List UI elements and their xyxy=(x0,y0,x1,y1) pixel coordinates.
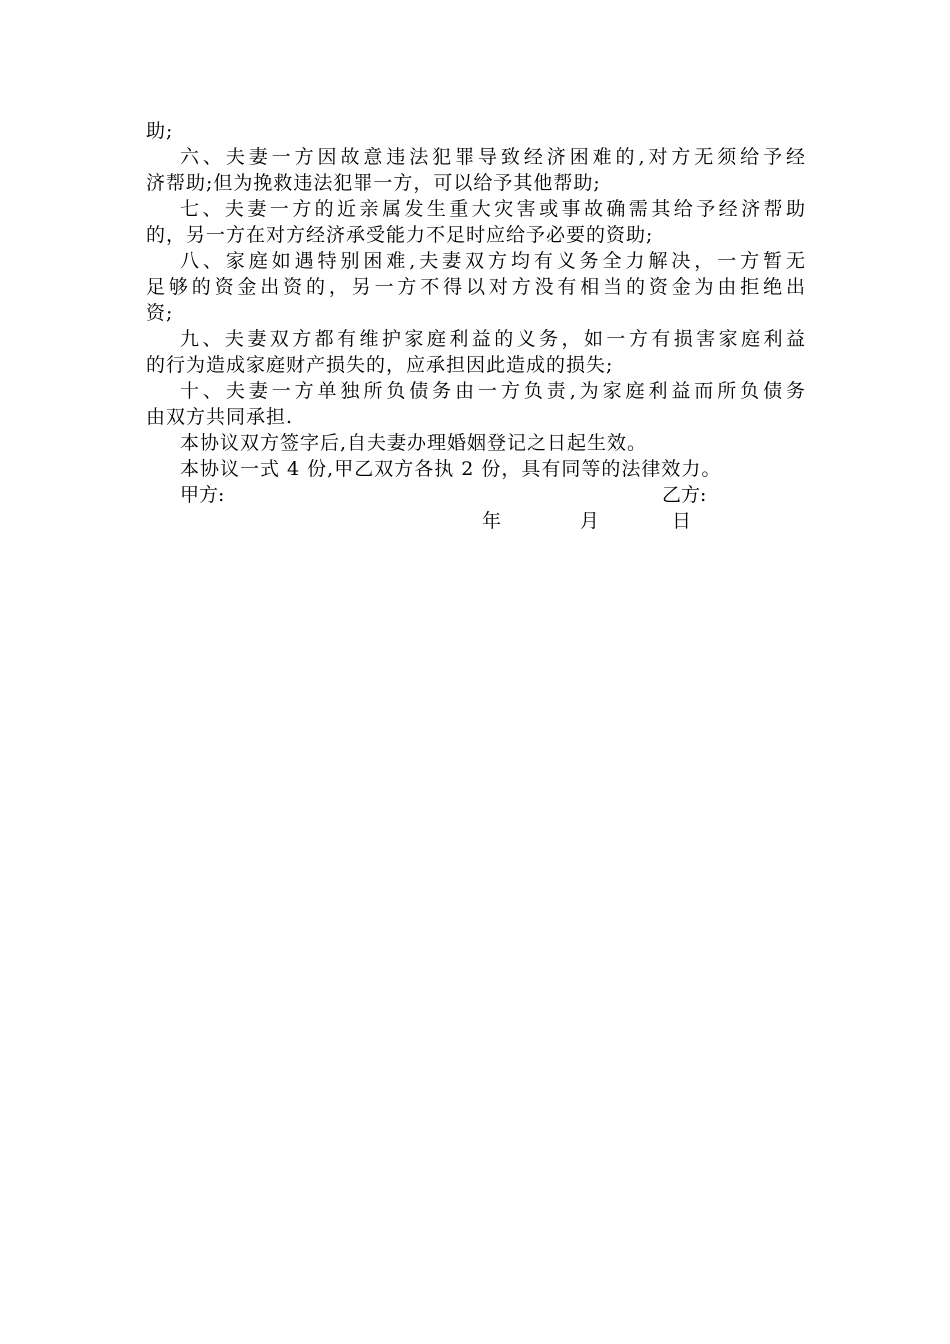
text-line: 本协议一式 4 份,甲乙双方各执 2 份，具有同等的法律效力。 xyxy=(180,458,722,480)
party-b-signature-label: 乙方: xyxy=(662,484,707,506)
text-line: 由双方共同承担. xyxy=(146,406,294,428)
text-line: 九、夫妻双方都有维护家庭利益的义务，如一方有损害家庭利益 xyxy=(180,328,806,350)
text-line: 的行为造成家庭财产损失的，应承担因此造成的损失; xyxy=(146,354,614,376)
text-line: 资; xyxy=(146,302,174,324)
text-line: 十、夫妻一方单独所负债务由一方负责,为家庭利益而所负债务 xyxy=(180,380,806,402)
party-a-signature-label: 甲方: xyxy=(180,484,225,506)
text-line: 济帮助;但为挽救违法犯罪一方，可以给予其他帮助; xyxy=(146,172,601,194)
text-line: 助; xyxy=(146,120,174,142)
date-year-label: 年 xyxy=(482,510,502,532)
text-line: 八、家庭如遇特别困难,夫妻双方均有义务全力解决，一方暂无 xyxy=(180,250,806,272)
date-month-label: 月 xyxy=(580,510,600,532)
text-line: 足够的资金出资的，另一方不得以对方没有相当的资金为由拒绝出 xyxy=(146,276,806,298)
text-line: 的，另一方在对方经济承受能力不足时应给予必要的资助; xyxy=(146,224,654,246)
date-day-label: 日 xyxy=(672,510,692,532)
text-line: 六、夫妻一方因故意违法犯罪导致经济困难的,对方无须给予经 xyxy=(180,146,806,168)
text-line: 本协议双方签字后,自夫妻办理婚姻登记之日起生效。 xyxy=(180,432,648,454)
text-line: 七、夫妻一方的近亲属发生重大灾害或事故确需其给予经济帮助 xyxy=(180,198,806,220)
